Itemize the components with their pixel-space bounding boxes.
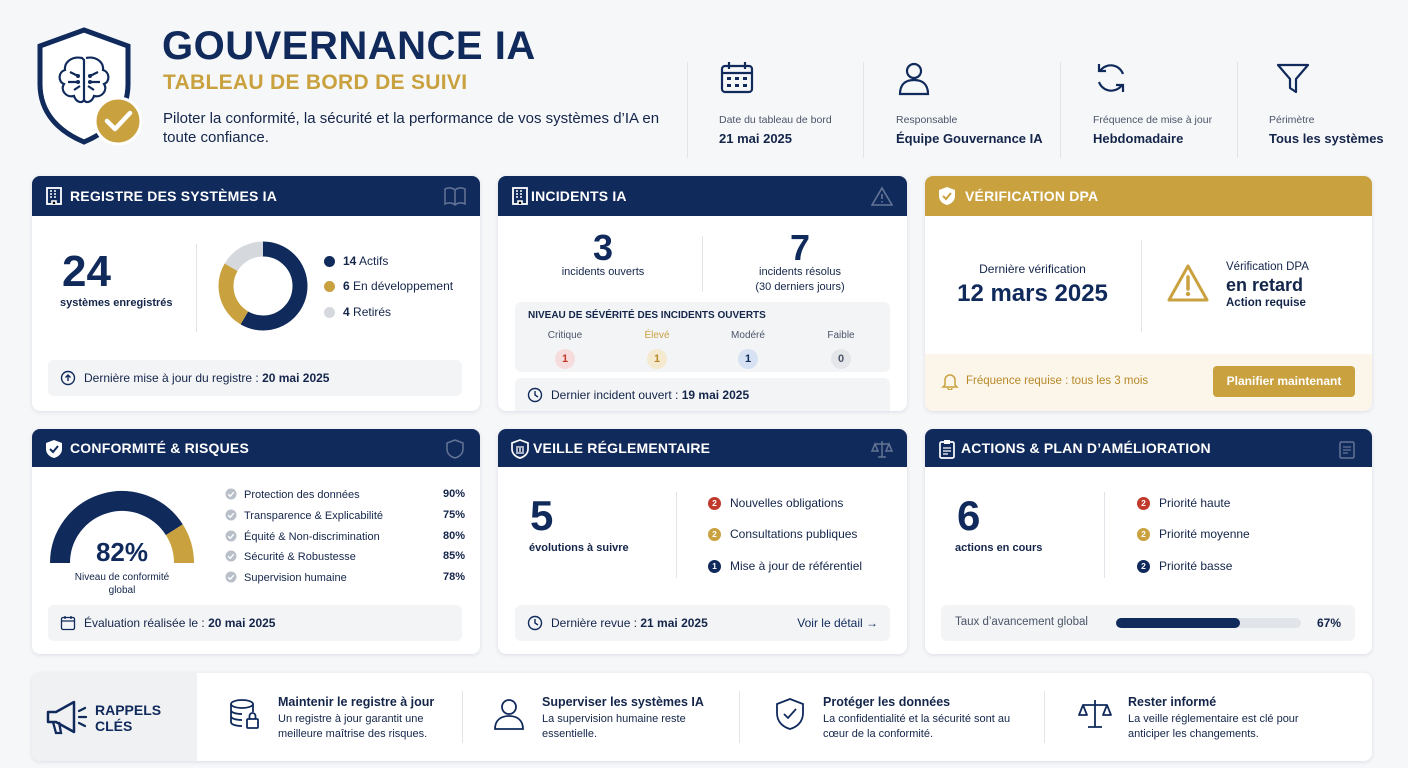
refresh-icon (1093, 60, 1129, 96)
divider (1237, 62, 1238, 158)
registre-card (32, 176, 480, 411)
page-description: Piloter la conformité, la sécurité et la performance de vos systèmes d’IA en toute confiance. (163, 110, 660, 146)
dpa-status-action: Action requise (1226, 297, 1306, 309)
registre-count: 24 (62, 247, 111, 296)
clock-icon (527, 615, 543, 631)
severity-critique: Critique 1 (535, 330, 595, 369)
card-title: INCIDENTS IA (531, 188, 627, 204)
divider (1104, 492, 1105, 578)
database-lock-icon (228, 697, 262, 731)
dpa-card (925, 176, 1372, 411)
incidents-open-label: incidents ouverts (561, 266, 645, 278)
progress-track (1116, 618, 1301, 628)
compliance-row: Protection des données 90% (225, 488, 465, 501)
user-icon (896, 60, 932, 96)
veille-count: 5 (530, 492, 554, 539)
progress-fill (1116, 618, 1240, 628)
incidents-footer: Dernier incident ouvert : 19 mai 2025 (515, 378, 890, 411)
veille-footer: Dernière revue : 21 mai 2025 Voir le détail → (515, 605, 890, 641)
person-icon (492, 697, 526, 731)
legend-retires: 4 Retirés (324, 305, 391, 319)
divider (687, 62, 688, 158)
card-title: CONFORMITÉ & RISQUES (70, 440, 250, 456)
dpa-status-label: Vérification DPA (1226, 261, 1309, 273)
compliance-row: Équité & Non-discrimination 80% (225, 530, 465, 543)
divider (863, 62, 864, 158)
shield-bank-icon (510, 439, 530, 459)
warning-icon (871, 186, 893, 206)
veille-card (498, 429, 907, 654)
reminders-title: RAPPELS CLÉS (95, 702, 162, 734)
dpa-last-label: Dernière vérification (979, 262, 1086, 276)
divider (196, 244, 197, 332)
conformite-card (32, 429, 480, 654)
card-header (925, 429, 1372, 467)
scales-icon (1078, 697, 1112, 731)
dpa-status-value: en retard (1226, 275, 1304, 295)
calendar-icon (719, 60, 755, 96)
card-header (32, 429, 480, 467)
progress-value: 67% (1316, 616, 1341, 630)
scales-icon (871, 439, 893, 459)
shield-check-icon (937, 186, 957, 206)
compliance-level-label: Niveau de conformité global (74, 572, 170, 596)
page-title: GOUVERNANCE IA (162, 24, 536, 68)
dpa-footer (925, 354, 1372, 411)
shield-outline-icon (444, 439, 466, 459)
progress-label: Taux d’avancement global (955, 616, 1088, 628)
compliance-row: Supervision humaine 78% (225, 571, 465, 584)
clock-icon (527, 387, 543, 403)
incidents-resolved-count: 7 (789, 227, 811, 268)
filter-icon (1275, 60, 1311, 96)
priority-item: 2 Priorité haute (1137, 496, 1230, 510)
severity-panel (515, 302, 890, 372)
divider (1060, 62, 1061, 158)
veille-item: 1 Mise à jour de référentiel (708, 559, 862, 573)
divider (1044, 691, 1045, 743)
divider (676, 492, 677, 578)
actions-count: 6 (957, 492, 981, 539)
legend-dev: 6 En développement (324, 279, 453, 293)
megaphone-icon (44, 697, 88, 737)
dpa-frequency: Fréquence requise : tous les 3 mois (966, 375, 1149, 387)
veille-count-label: évolutions à suivre (529, 542, 629, 554)
divider (1141, 240, 1142, 332)
compliance-list (225, 488, 465, 598)
card-title: VEILLE RÉGLEMENTAIRE (533, 440, 711, 456)
shield-check-icon (773, 697, 807, 731)
compliance-row: Sécurité & Robustesse 85% (225, 550, 465, 563)
calendar-icon (60, 615, 76, 631)
shield-brain-logo-icon (34, 26, 144, 146)
clock-upload-icon (60, 370, 76, 386)
card-header (498, 176, 907, 216)
registre-count-label: systèmes enregistrés (60, 297, 173, 309)
page-subtitle: TABLEAU DE BORD DE SUIVI (163, 71, 468, 94)
shield-check-icon (44, 439, 64, 459)
incidents-card (498, 176, 907, 411)
severity-faible: Faible 0 (811, 330, 871, 369)
card-title: REGISTRE DES SYSTÈMES IA (70, 188, 278, 204)
veille-item: 2 Nouvelles obligations (708, 496, 843, 510)
card-title: VÉRIFICATION DPA (965, 188, 1099, 204)
card-header (498, 429, 907, 467)
reminders-header (32, 673, 197, 761)
card-title: ACTIONS & PLAN D’AMÉLIORATION (961, 440, 1211, 456)
legend-actifs: 14 Actifs (324, 254, 388, 268)
building-icon (510, 186, 530, 206)
clipboard-outline-icon (1336, 439, 1358, 459)
warning-icon (1166, 263, 1210, 303)
severity-title: NIVEAU DE SÉVÉRITÉ DES INCIDENTS OUVERTS (528, 310, 766, 321)
bell-icon (941, 372, 959, 390)
compliance-row: Transparence & Explicabilité 75% (225, 509, 465, 522)
progress-footer (941, 605, 1355, 641)
actions-count-label: actions en cours (955, 542, 1043, 554)
conformite-footer: Évaluation réalisée le : 20 mai 2025 (48, 605, 462, 641)
incidents-resolved-label: incidents résolus (759, 266, 841, 278)
card-header (925, 176, 1372, 216)
divider (739, 691, 740, 743)
see-detail-link[interactable]: Voir le détail → (797, 616, 878, 630)
compliance-level: 82% (95, 537, 149, 567)
registre-footer: Dernière mise à jour du registre : 20 mai 2025 (48, 360, 462, 396)
book-icon (444, 186, 466, 206)
severity-modere: Modéré 1 (718, 330, 778, 369)
building-icon (44, 186, 64, 206)
clipboard-icon (937, 439, 957, 459)
incidents-open-count: 3 (592, 227, 614, 268)
reminders-panel: RAPPELS CLÉS Maintenir le registre à jour Un registre à jour garantit une meilleure maîtrise des risques. Superviser les systèmes IA La supervision humaine reste essentielle. Protéger les données La confidentialité et la sécurité sont au cœur de la conformité. Rester informé La veille réglementaire est clé pour anticiper les changements. (32, 673, 1372, 761)
dpa-last-value: 12 mars 2025 (957, 280, 1108, 307)
card-header (32, 176, 480, 216)
veille-item: 2 Consultations publiques (708, 527, 857, 541)
divider (462, 691, 463, 743)
incidents-resolved-sub: (30 derniers jours) (755, 281, 845, 293)
systems-donut-chart (218, 241, 308, 331)
actions-card (925, 429, 1372, 654)
plan-now-button[interactable]: Planifier maintenant (1213, 366, 1355, 397)
priority-item: 2 Priorité moyenne (1137, 527, 1250, 541)
priority-item: 2 Priorité basse (1137, 559, 1232, 573)
severity-eleve: Élevé 1 (627, 330, 687, 369)
